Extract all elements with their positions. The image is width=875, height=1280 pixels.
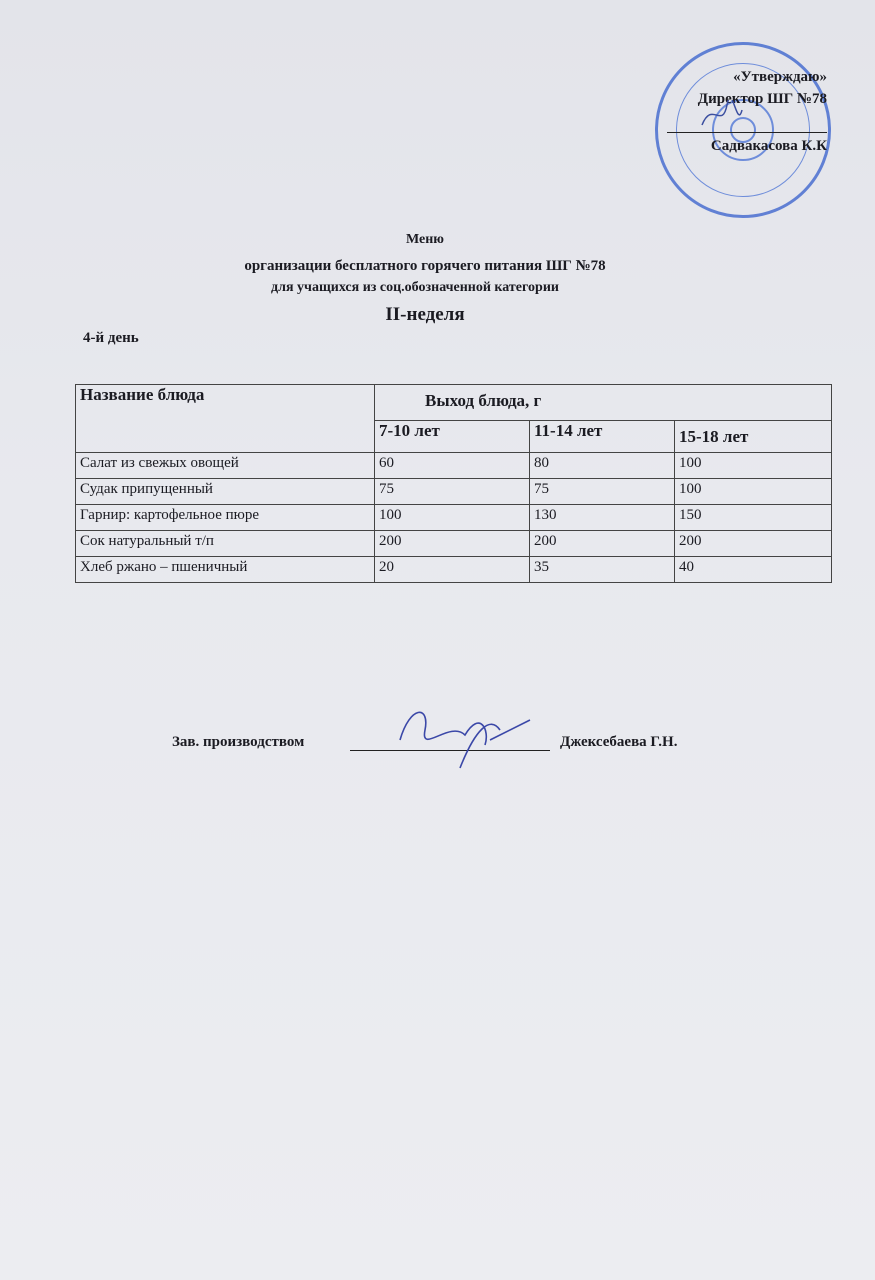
cell: 60 [375, 453, 530, 479]
signer-role: Зав. производством [172, 734, 305, 750]
approval-position: Директор ШГ №78 [697, 91, 827, 107]
table-row [76, 557, 832, 583]
dish-name: Судак припущенный [76, 479, 375, 505]
director-signature-line [667, 110, 827, 133]
director-name: Садвакасова К.К [710, 138, 827, 154]
doc-subtitle: организации бесплатного горячего питания ШГ №78 [244, 258, 606, 274]
day-label: 4-й день [83, 330, 139, 346]
director-signature [697, 100, 747, 134]
cell: 40 [675, 557, 832, 583]
signer-name: Джексебаева Г.Н. [560, 734, 678, 750]
cell: 200 [675, 531, 832, 557]
table-row [76, 453, 832, 479]
cell: 130 [530, 505, 675, 531]
cell: 75 [530, 479, 675, 505]
dish-name: Хлеб ржано – пшеничный [76, 557, 375, 583]
doc-category: для учащихся из соц.обозначенной категории [271, 280, 559, 295]
cell: 100 [375, 505, 530, 531]
table-row [76, 479, 832, 505]
approval-label: «Утверждаю» [733, 69, 827, 85]
doc-title: Меню [405, 232, 444, 247]
col-header-output: Выход блюда, г [375, 385, 832, 421]
cell: 100 [675, 453, 832, 479]
table-row [76, 505, 832, 531]
cell: 100 [675, 479, 832, 505]
dish-name: Сок натуральный т/п [76, 531, 375, 557]
cell: 200 [530, 531, 675, 557]
table-row [76, 531, 832, 557]
cell: 150 [675, 505, 832, 531]
cell: 75 [375, 479, 530, 505]
signature [390, 700, 540, 770]
approval-block [667, 66, 827, 157]
menu-table [75, 384, 832, 583]
dish-name: Салат из свежых овощей [76, 453, 375, 479]
age-group-header: 11-14 лет [530, 421, 675, 453]
cell: 200 [375, 531, 530, 557]
col-header-dish: Название блюда [76, 385, 375, 453]
week-label: II-неделя [385, 304, 465, 325]
dish-name: Гарнир: картофельное пюре [76, 505, 375, 531]
cell: 80 [530, 453, 675, 479]
cell: 20 [375, 557, 530, 583]
age-group-header: 15-18 лет [675, 421, 832, 453]
cell: 35 [530, 557, 675, 583]
age-group-header: 7-10 лет [375, 421, 530, 453]
